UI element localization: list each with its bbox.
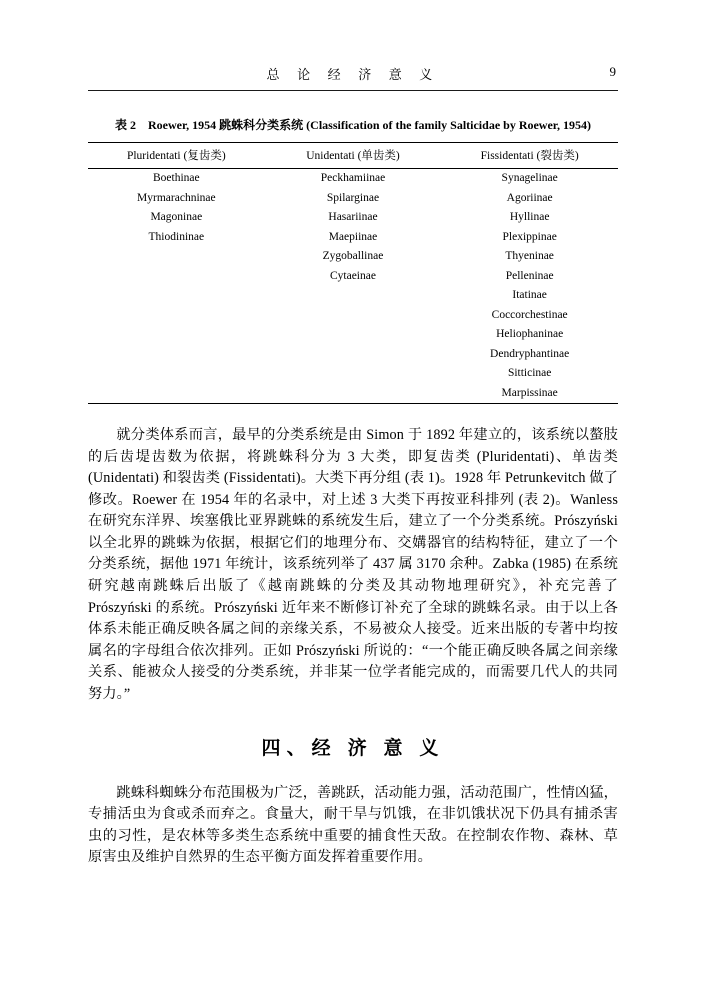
table-cell: Hasariinae [328, 211, 378, 223]
table-row [88, 189, 618, 209]
running-title: 总 论 经 济 意 义 [266, 67, 440, 82]
table-cell [88, 384, 265, 404]
table-row [88, 286, 618, 306]
paragraph-economic-significance: 跳蛛科蜘蛛分布范围极为广泛，善跳跃，活动能力强，活动范围广，性情凶猛，专捕活虫为食或杀而弃之。食量大，耐干旱与饥饿，在非饥饿状况下仍具有捕杀害虫的习性，是农林等多类生态系统中重要的捕食性天敌。在控制农作物、森林、草原害虫及维护自然界的生态平衡方面发挥着重要作用。 [88, 784, 618, 866]
classification-table-body [88, 169, 618, 404]
table-cell: Itatinae [512, 289, 547, 301]
table-cell [265, 384, 442, 404]
table-cell [265, 364, 442, 384]
table-cell [88, 325, 265, 345]
table-cell [88, 267, 265, 287]
table-cell [88, 286, 265, 306]
table-cell: Sitticinae [507, 367, 552, 379]
table-cell [88, 345, 265, 365]
table-cell: Agoriinae [506, 191, 553, 204]
column-header-fissidentati: Fissidentati (裂齿类) [441, 143, 618, 169]
table-row [88, 325, 618, 345]
page-number: 9 [609, 64, 616, 79]
table-cell [265, 306, 442, 326]
section-heading-economic-significance: 四、经 济 意 义 [261, 737, 445, 759]
table-cell: Pelleninae [505, 269, 554, 282]
table-cell: Heliophaninae [496, 328, 564, 340]
table-cell [265, 325, 442, 345]
table-row [88, 169, 618, 189]
classification-table-head [88, 143, 618, 169]
table-row [88, 384, 618, 404]
table-cell: Dendryphantinae [490, 347, 570, 360]
table-row [88, 228, 618, 248]
table-cell: Peckhamiinae [320, 172, 386, 184]
column-header-pluridentati: Pluridentati (复齿类) [88, 143, 265, 169]
table-cell: Maepiinae [328, 230, 378, 243]
table-cell: Zygoballinae [322, 250, 384, 262]
table-cell: Thyeninae [505, 250, 554, 262]
table-cell: Plexippinae [502, 230, 557, 243]
table-cell [88, 247, 265, 267]
table-cell: Thiodininae [148, 230, 205, 243]
table-row [88, 247, 618, 267]
running-header [88, 64, 618, 91]
table-cell [265, 345, 442, 365]
table-cell: Hyllinae [509, 211, 550, 223]
table-cell: Magoninae [150, 211, 203, 223]
table-cell: Coccorchestinae [491, 308, 568, 321]
table-cell [265, 286, 442, 306]
classification-table [88, 142, 618, 404]
table-cell: Myrmarachninae [137, 191, 216, 204]
table-cell: Spilarginae [326, 191, 380, 204]
table-header-row [88, 143, 618, 169]
table-row [88, 364, 618, 384]
table-row [88, 306, 618, 326]
table-row [88, 267, 618, 287]
table-cell [88, 306, 265, 326]
table-cell: Boethinae [153, 172, 200, 184]
table-cell: Cytaeinae [329, 269, 376, 282]
paragraph-classification-history: 就分类体系而言，最早的分类系统是由 Simon 于 1892 年建立的，该系统以螯肢的后齿堤齿数为依据，将跳蛛科分为 3 大类，即复齿类 (Pluridentati)、单齿类 (Unidentati) 和裂齿类 (Fissidentati)。大类下再分组 (表 1)。1928 年 Petrunkevitch 做了修改。Roewer 在 1954 年的名录中，对上述 3 大类下再按亚科排列 (表 2)。Wanless 在研究东洋界、埃塞俄比亚界跳蛛的系统发生后，建立了一个分类系统。Prószyński 以全北界的跳蛛为依据，根据它们的地理分布、交媾器官的结构特征，建立了一个分类系统，据他 1971 年统计，该系统列举了 437 属 3170 余种。Zabka (1985) 在系统研究越南跳蛛后出版了《越南跳蛛的分类及其动物地理研究》，补充完善了 Prószyński 的系统。Prószyński 近年来不断修订补充了全球的跳蛛名录。由于以上各体系未能正确反映各属之间的亲缘关系，不易被众人接受。近来出版的专著中均按属名的字母组合依次排列。正如 Prószyński 所说的：“一个能正确反映各属之间亲缘关系、能被众人接受的分类系统，并非某一位学者能完成的，而需要几代人的共同努力。” [88, 427, 618, 702]
page-content [88, 106, 618, 869]
table-cell: Synagelinae [501, 172, 558, 184]
table-row [88, 208, 618, 228]
table-row [88, 345, 618, 365]
table-cell [88, 364, 265, 384]
table-caption: 表 2 Roewer, 1954 跳蛛科分类系统 (Classification of the family Salticidae by Roewer, 1954) [114, 118, 592, 132]
column-header-unidentati: Unidentati (单齿类) [265, 143, 442, 169]
table-cell: Marpissinae [501, 386, 558, 399]
